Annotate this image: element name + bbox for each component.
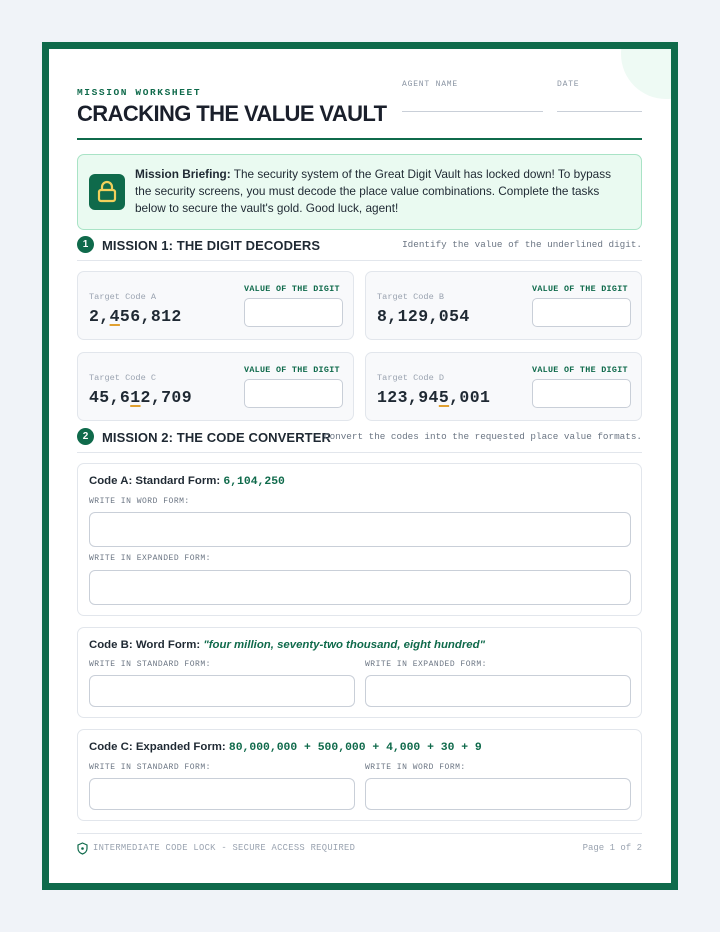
underlined-digit: 1 (130, 388, 141, 407)
lock-icon (89, 174, 125, 210)
digit-value-label: VALUE OF THE DIGIT (244, 365, 340, 375)
standard-form-input[interactable] (89, 778, 355, 810)
decoder-card-a (77, 271, 354, 340)
mission1-title: MISSION 1: THE DIGIT DECODERS (102, 238, 321, 253)
expanded-form-label: WRITE IN EXPANDED FORM: (89, 554, 211, 563)
digit-value-input[interactable] (244, 298, 343, 327)
mission-briefing (77, 154, 642, 230)
converter-card-c (77, 729, 642, 821)
footer-text: INTERMEDIATE CODE LOCK - SECURE ACCESS REQUIRED (93, 843, 356, 853)
standard-form-input[interactable] (89, 675, 355, 707)
underlined-digit: 4 (109, 307, 120, 326)
code-b-value: "four million, seventy-two thousand, eight hundred" (203, 639, 485, 651)
target-code-label: Target Code C (89, 373, 157, 383)
page-title: CRACKING THE VALUE VAULT (77, 101, 387, 126)
date-label: DATE (557, 80, 580, 89)
decoder-card-c (77, 352, 354, 421)
code-c-title: Code C: Expanded Form: 80,000,000 + 500,000 + 4,000 + 30 + 9 (89, 741, 482, 754)
worksheet-eyebrow: MISSION WORKSHEET (77, 87, 202, 98)
digit-value-label: VALUE OF THE DIGIT (532, 284, 628, 294)
mission2-divider (77, 452, 642, 453)
mission2-title: MISSION 2: THE CODE CONVERTER (102, 430, 331, 445)
word-form-input[interactable] (89, 512, 631, 547)
date-field[interactable] (557, 111, 642, 112)
mission1-divider (77, 260, 642, 261)
code-a-title: Code A: Standard Form: 6,104,250 (89, 475, 285, 488)
word-form-label: WRITE IN WORD FORM: (365, 763, 466, 772)
standard-form-label: WRITE IN STANDARD FORM: (89, 763, 211, 772)
target-code-value: 45,612,709 (89, 388, 193, 407)
code-c-value: 80,000,000 + 500,000 + 4,000 + 30 + 9 (228, 742, 482, 754)
mission1-number-badge: 1 (77, 236, 94, 253)
agent-name-field[interactable] (402, 111, 543, 112)
underlined-digit: 5 (438, 388, 450, 407)
briefing-body: The security system of the Great Digit Vault has locked down! To bypass the security screens, you must decode the place value combinations. Complete the tasks below to secure the vault's gold. Good luck, agent! (135, 167, 612, 215)
digit-value-label: VALUE OF THE DIGIT (244, 284, 340, 294)
code-b-title: Code B: Word Form: "four million, seventy-two thousand, eight hundred" (89, 639, 485, 651)
converter-card-a (77, 463, 642, 616)
mission1-instructions: Identify the value of the underlined digit. (402, 239, 642, 250)
expanded-form-label: WRITE IN EXPANDED FORM: (365, 660, 487, 669)
expanded-form-input[interactable] (365, 675, 631, 707)
target-code-label: Target Code A (89, 292, 157, 302)
briefing-lead: Mission Briefing: (135, 167, 231, 181)
briefing-text (135, 166, 620, 217)
target-code-value: 2,456,812 (89, 307, 182, 326)
digit-value-input[interactable] (532, 379, 631, 408)
target-code-label: Target Code D (377, 373, 445, 383)
target-code-value: 123,945,001 (377, 388, 491, 407)
target-code-value: 8,129,054 (377, 307, 470, 326)
word-form-input[interactable] (365, 778, 631, 810)
page-number: Page 1 of 2 (582, 843, 642, 853)
converter-card-b (77, 627, 642, 718)
decoder-card-d (365, 352, 642, 421)
digit-value-input[interactable] (244, 379, 343, 408)
agent-name-label: AGENT NAME (402, 80, 459, 89)
digit-value-label: VALUE OF THE DIGIT (532, 365, 628, 375)
standard-form-label: WRITE IN STANDARD FORM: (89, 660, 211, 669)
decoder-card-b (365, 271, 642, 340)
mission2-instructions: Convert the codes into the requested place value formats. (323, 431, 642, 442)
header-divider (77, 138, 642, 140)
worksheet-frame (42, 42, 678, 890)
code-a-value: 6,104,250 (223, 476, 285, 488)
digit-value-input[interactable] (532, 298, 631, 327)
shield-icon (77, 842, 88, 855)
footer-divider (77, 833, 642, 834)
target-code-label: Target Code B (377, 292, 445, 302)
worksheet-page (77, 49, 642, 883)
expanded-form-input[interactable] (89, 570, 631, 605)
mission2-number-badge: 2 (77, 428, 94, 445)
word-form-label: WRITE IN WORD FORM: (89, 497, 190, 506)
